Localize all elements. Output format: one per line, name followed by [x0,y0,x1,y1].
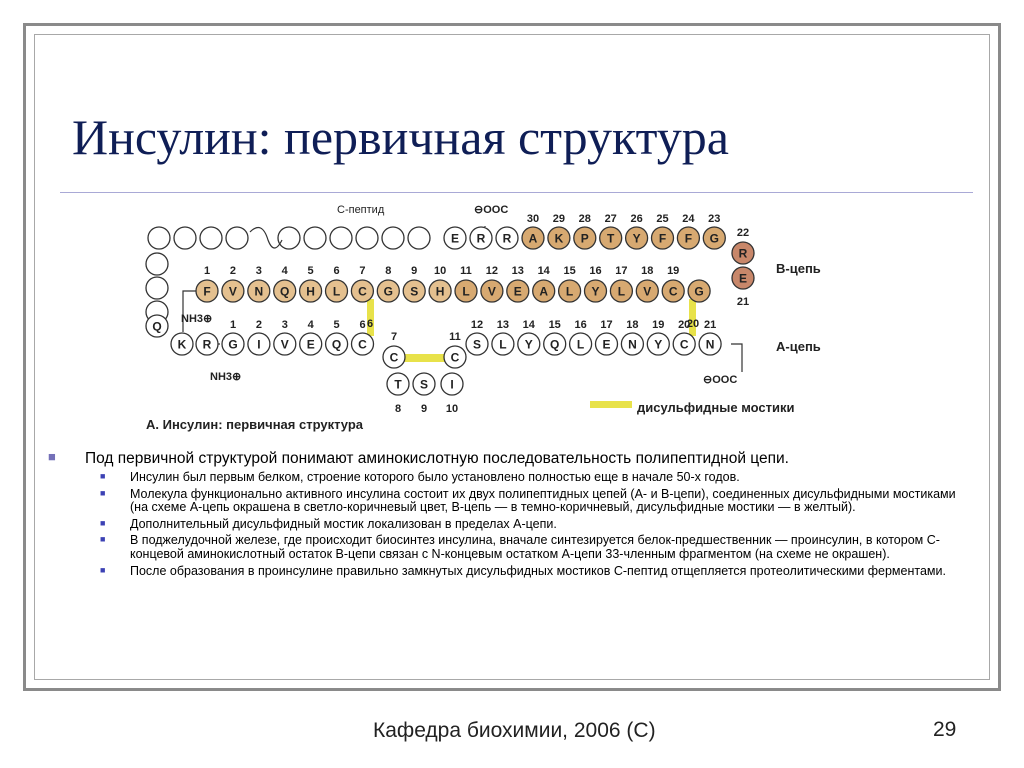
residue-number: 16 [589,265,602,277]
residue-number: 15 [563,265,576,277]
a-chain-residue-letter: E [306,337,315,352]
residue-number: 17 [600,319,613,331]
slide-title: Инсулин: первичная структура [72,109,729,165]
b-chain-residue-letter: L [332,284,341,299]
b-chain-residue-letter: N [254,284,264,299]
c-peptide-residue-letter: R [502,231,512,246]
diagram-caption: А. Инсулин: первичная структура [146,417,363,432]
bullet-text: Под первичной структурой понимают аминокислотную последовательность полипептидной цепи. [85,450,789,467]
c-peptide-break [250,228,282,249]
c-peptide-linker-residue-letter: K [177,337,187,352]
a-chain-label: А-цепь [776,339,821,354]
residue-number: 7 [390,331,398,343]
residue-number: 11 [449,331,461,343]
residue-number: 8 [385,265,392,277]
a-chain-residue-letter: C [358,337,367,352]
residue-number: 16 [574,319,587,331]
residue-number: 23 [708,213,721,225]
residue-number: 8 [394,403,402,415]
residue-number: 14 [522,319,535,331]
b-chain-top-residue-letter: G [709,231,719,246]
c-peptide-label: С-пептид [337,204,385,216]
residue-number: 9 [420,403,428,415]
b-chain-residue-letter: H [435,284,445,299]
residue-number: 26 [630,213,643,225]
b-chain-top-residue-letter: K [554,231,564,246]
c-peptide-residue-circle [278,227,300,249]
b-chain-residue-letter: C [358,284,367,299]
c-peptide-residue-circle [356,227,378,249]
a-chain-residue-letter: V [280,337,289,352]
residue-number: 27 [604,213,617,225]
b-chain-residue-letter: E [513,284,522,299]
residue-number: 12 [485,265,499,277]
b-chain-top-residue-letter: A [528,231,538,246]
page-number: 29 [933,718,957,741]
c-peptide-residue-circle [226,227,248,249]
sub-bullet-icon: ■ [100,487,106,498]
b-chain-nh3-label: NH3⊕ [181,313,213,325]
b-chain-residue-letter: G [383,284,393,299]
b-chain-residue-letter: V [228,284,237,299]
footer-text: Кафедра биохимии, 2006 (С) [373,719,656,742]
c-peptide-residue-letter: R [476,231,486,246]
c-peptide-residue-letter: E [450,231,460,246]
b-chain-residue-letter: L [617,284,626,299]
sub-bullet-item [48,471,960,485]
residue-number: 11 [460,265,472,277]
residue-number: 22 [736,227,750,239]
c-peptide-residue-circle [382,227,404,249]
sub-bullet-item [48,488,960,515]
residue-number: 4 [307,319,314,331]
residue-number: 29 [552,213,566,225]
c-peptide-residue-circle [304,227,326,249]
sub-bullet-icon: ■ [100,517,106,528]
b-chain-residue-letter: Y [591,284,600,299]
sub-bullet-text: Дополнительный дисульфидный мостик локализован в пределах А-цепи. [130,516,557,531]
a-chain-coo-label: ⊖ООС [703,374,738,386]
a-chain-residue-letter: Y [654,337,663,352]
a-chain-residue-letter: I [257,337,261,352]
b-chain-residue-letter: Q [280,284,290,299]
residue-number: 3 [255,265,262,277]
a-chain-loop-residue-letter: C [389,350,399,365]
bullet-item [48,450,968,467]
b-chain-residue-letter: L [565,284,574,299]
residue-number: 5 [307,265,314,277]
c-peptide-residue-circle [146,277,168,299]
residue-number: 4 [281,265,288,277]
residue-number: 21 [736,296,750,308]
residue-number: 25 [656,213,669,225]
b-chain-turn-residue-letter: G [694,284,704,299]
disulfide-bridge-a6-a11 [402,354,448,362]
residue-number: 19 [667,265,680,277]
residue-number: 30 [526,213,540,225]
sub-bullet-icon: ■ [100,534,106,545]
b-chain-coo-label: ⊖ООС [474,204,509,216]
bullet-icon: ■ [48,449,56,464]
a-chain-residue-letter: Q [331,337,342,352]
residue-number: 13 [496,319,510,331]
b-chain-top-residue-letter: P [580,231,589,246]
b-chain-top-residue-letter: T [607,231,615,246]
residue-number: 1 [203,265,211,277]
legend-swatch [590,401,632,408]
c-peptide-residue-circle [148,227,170,249]
sub-bullet-icon: ■ [100,564,106,575]
c-peptide-residue-circle [200,227,222,249]
c-peptide-residue-circle [330,227,352,249]
sub-bullet-item [48,518,960,532]
b-chain-turn-residue-letter: R [738,246,748,261]
sub-bullet-item [48,534,960,561]
b-chain-residue-letter: F [203,284,211,299]
residue-number: 10 [433,265,447,277]
b-chain-residue-letter: C [668,284,678,299]
c-peptide-residue-circle [408,227,430,249]
residue-number: 21 [703,319,717,331]
residue-number: 28 [578,213,591,225]
residue-number: 2 [229,265,236,277]
a-chain-loop-residue-letter: I [450,377,454,392]
b-chain-residue-letter: S [410,284,419,299]
legend-label: дисульфидные мостики [637,400,795,415]
sub-bullet-item [48,565,960,579]
bridge-label: 6 [366,318,374,330]
bridge-label: 20 [686,318,700,330]
residue-number: 14 [537,265,550,277]
b-chain-residue-letter: L [462,284,470,299]
sub-bullet-text: В поджелудочной железе, где происходит биосинтез инсулина, вначале синтезируется белок-предшественник — проинсулин, в котором С-концевой аминокислотный остаток В-цепи связан с N-концевым остатком А-цепи 33-членным фрагментом (на схеме не окрашен). [130,533,940,561]
a-chain-residue-letter: E [602,337,611,352]
b-chain-residue-letter: V [487,284,496,299]
sub-bullet-text: После образования в проинсулине правильно замкнутых дисульфидных мостиков С-пептид отщепляется протеолитическими ферментами. [130,563,946,578]
c-peptide-residue-circle [174,227,196,249]
a-chain-nh3-label: NH3⊕ [210,371,242,383]
bullet-list [48,450,968,581]
residue-number: 2 [255,319,262,331]
residue-number: 13 [511,265,524,277]
b-chain-n-terminus-line [183,291,196,332]
sub-bullet-icon: ■ [100,471,106,481]
a-chain-c-terminus-line [731,344,742,372]
b-chain-residue-letter: H [306,284,315,299]
a-chain-residue-letter: G [228,337,238,352]
residue-number: 6 [359,319,366,331]
a-chain-residue-letter: C [679,337,689,352]
b-chain-top-residue-letter: F [684,231,693,246]
sub-bullet-text: Инсулин был первым белком, строение которого было установлено полностью еще в начале 50-х годов. [130,470,740,484]
c-peptide-residue-circle [146,253,168,275]
a-chain-loop-residue-letter: T [394,377,402,392]
residue-number: 5 [333,319,340,331]
a-chain-residue-letter: N [705,337,715,352]
a-chain-loop-residue-letter: C [450,350,460,365]
a-chain-residue-letter: S [472,337,482,352]
a-chain-residue-letter: N [628,337,637,352]
residue-number: 9 [411,265,418,277]
residue-number: 10 [445,403,459,415]
a-chain-residue-letter: Q [550,337,560,352]
c-peptide-linker-residue-letter: R [202,337,212,352]
a-chain-residue-letter: Y [524,337,533,352]
b-chain [196,213,754,308]
residue-number: 3 [281,319,288,331]
residue-number: 7 [359,265,366,277]
residue-number: 17 [615,265,628,277]
residue-number: 6 [333,265,340,277]
b-chain-top-residue-letter: F [658,231,667,246]
residue-number: 12 [470,319,484,331]
a-chain-loop-residue-letter: S [419,377,429,392]
c-peptide-linker-residue-letter: Q [152,319,162,334]
residue-number: 18 [641,265,654,277]
a-chain-residue-letter: L [576,337,585,352]
b-chain-turn-residue-letter: E [738,271,748,286]
residue-number: 24 [682,213,695,225]
b-chain-label: В-цепь [776,261,821,276]
residue-number: 1 [229,319,237,331]
b-chain-residue-letter: A [539,284,549,299]
b-chain-top-residue-letter: Y [632,231,641,246]
a-chain-residue-letter: L [499,337,507,352]
sub-bullet-text: Молекула функционально активного инсулина состоит их двух полипептидных цепей (А- и В-цепи), соединенных дисульфидными мостиками (на схеме А-цепь окрашена в светло-коричневый цвет, В-цепь — в темно-коричневый, дисульфидные мостики — в желтый). [130,486,956,515]
residue-number: 18 [626,319,639,331]
residue-number: 20 [678,319,691,331]
residue-number: 15 [548,319,561,331]
b-chain-residue-letter: V [643,284,652,299]
residue-number: 19 [652,319,665,331]
